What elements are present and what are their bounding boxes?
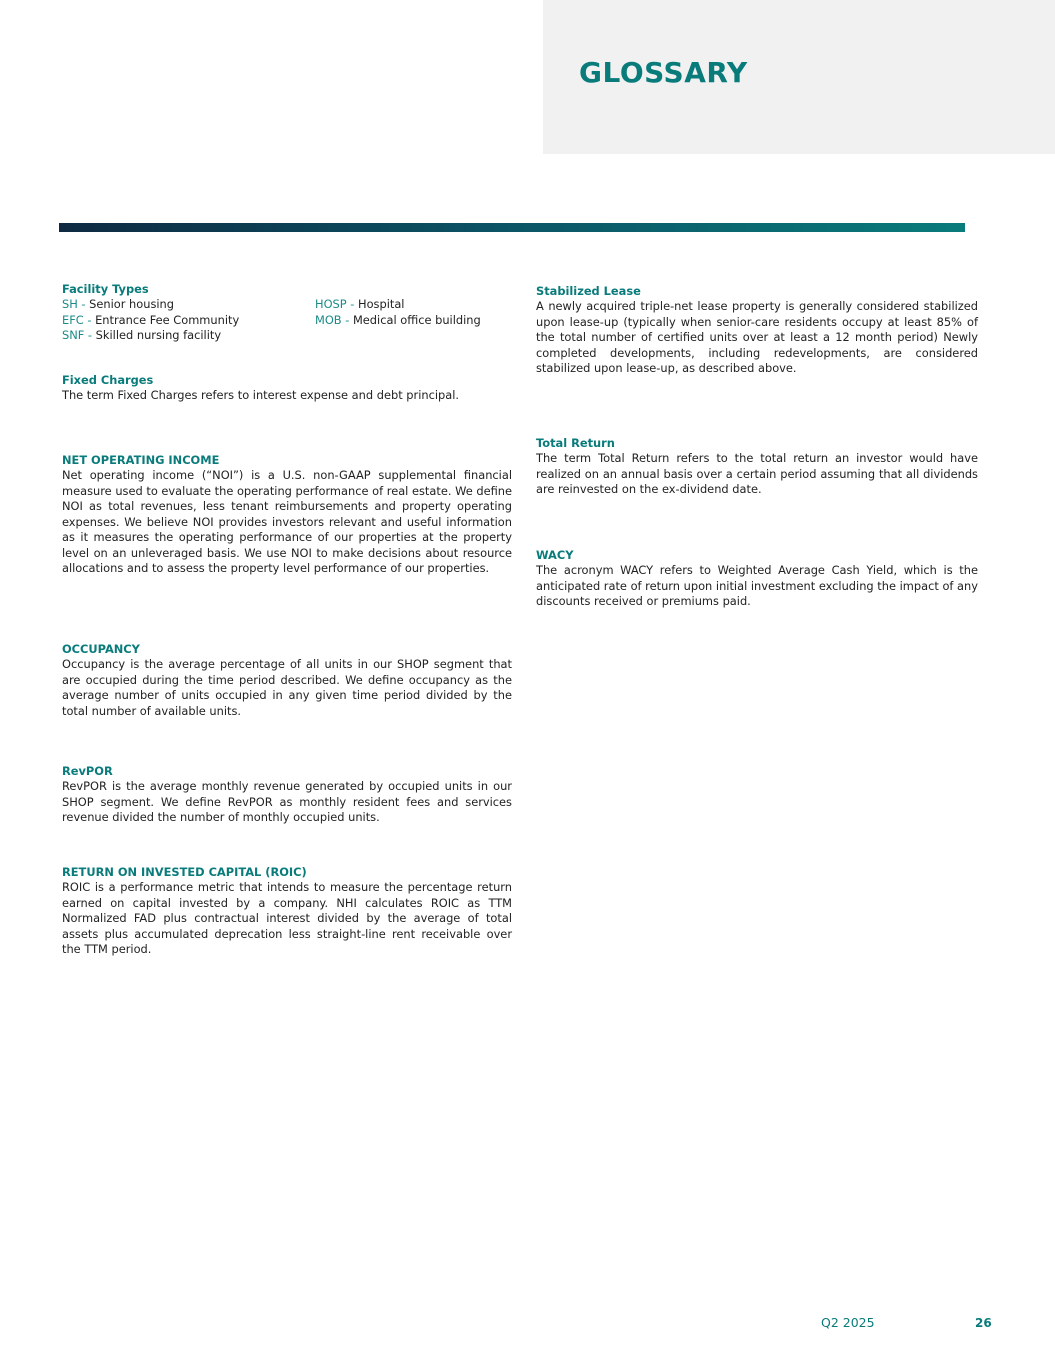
- facility-type-desc: Entrance Fee Community: [95, 312, 240, 327]
- wacy-heading: WACY: [536, 548, 574, 562]
- revpor-heading: RevPOR: [62, 764, 113, 778]
- fixed-charges-body: The term Fixed Charges refers to interest expense and debt principal.: [62, 388, 460, 402]
- facility-types-list: [62, 297, 512, 344]
- roic-body: ROIC is a performance metric that intends to measure the percentage return earned on capital invested by a company. NHI calculates ROIC as TTM Normalized FAD plus contractual interest divided by the average of total assets plus accumulated deprecation less straight-line rent receivable over the TTM period.: [62, 880, 512, 956]
- facility-type-abbr: MOB: [315, 312, 342, 327]
- noi-body: Net operating income (“NOI”) is a U.S. non-GAAP supplemental financial measure used to evaluate the operating performance of real estate. We define NOI as total revenues, less tenant reimbursements and property operating expenses. We believe NOI provides investors relevant and useful information as it measures the operating performance of our properties at the property level on an unleveraged basis. We use NOI to make decisions about resource allocations and to assess the property level performance of our properties.: [62, 468, 512, 575]
- facility-type-item: MOB - Medical office building: [315, 312, 481, 327]
- occupancy-heading: OCCUPANCY: [62, 642, 140, 656]
- facility-type-abbr: EFC: [62, 312, 84, 327]
- facility-type-desc: Medical office building: [352, 312, 481, 327]
- total-return-body: The term Total Return refers to the total return an investor would have realized on an annual basis over a certain period assuming that all dividends are reinvested on the ex-dividend date.: [536, 451, 978, 496]
- fixed-charges-heading: Fixed Charges: [62, 373, 154, 387]
- footer-period: Q2 2025: [821, 1315, 875, 1330]
- facility-type-desc: Senior housing: [89, 297, 175, 311]
- facility-type-item: SNF - Skilled nursing facility: [62, 328, 222, 342]
- header-rule: [59, 223, 965, 232]
- facility-type-abbr: SNF: [62, 328, 85, 342]
- total-return-heading: Total Return: [536, 436, 615, 450]
- title-box: [543, 0, 1055, 154]
- noi-section: [62, 452, 512, 577]
- stabilized-lease-heading: Stabilized Lease: [536, 284, 641, 298]
- facility-type-desc: Skilled nursing facility: [95, 328, 222, 342]
- noi-heading: NET OPERATING INCOME: [62, 453, 220, 467]
- page-number: 26: [975, 1316, 992, 1330]
- facility-type-item: HOSP - Hospital: [315, 297, 405, 311]
- facility-type-item: SH - Senior housing HOSP - Hospital: [62, 297, 405, 311]
- roic-section: [62, 864, 512, 958]
- facility-types-section: [62, 281, 512, 344]
- total-return-section: [536, 435, 978, 498]
- facility-type-abbr: HOSP: [315, 297, 347, 311]
- revpor-section: [62, 763, 512, 826]
- revpor-body: RevPOR is the average monthly revenue generated by occupied units in our SHOP segment. We define RevPOR as monthly resident fees and services revenue divided the number of monthly occupied units.: [62, 779, 512, 824]
- facility-type-desc: Hospital: [358, 297, 405, 311]
- page-title: GLOSSARY: [579, 56, 748, 89]
- stabilized-lease-section: [536, 283, 978, 377]
- facility-types-heading: Facility Types: [62, 282, 149, 296]
- wacy-section: [536, 547, 978, 610]
- wacy-body: The acronym WACY refers to Weighted Average Cash Yield, which is the anticipated rate of return upon initial investment excluding the impact of any discounts received or premiums paid.: [536, 563, 978, 608]
- roic-heading: RETURN ON INVESTED CAPITAL (ROIC): [62, 865, 307, 879]
- occupancy-body: Occupancy is the average percentage of all units in our SHOP segment that are occupied during the time period described. We define occupancy as the average number of units occupied in any given time period divided by the total number of available units.: [62, 657, 512, 718]
- facility-type-abbr: SH: [62, 297, 78, 311]
- fixed-charges-section: [62, 372, 512, 404]
- facility-type-item: EFC - Entrance Fee Community MOB - Medical office building: [62, 312, 481, 327]
- stabilized-lease-body: A newly acquired triple-net lease property is generally considered stabilized upon lease-up (typically when senior-care residents occupy at least 85% of the total number of certified units over at least a 12 month period) Newly completed developments, including redevelopments, are considered stabilized upon lease-up, as described above.: [536, 299, 978, 375]
- occupancy-section: [62, 641, 512, 719]
